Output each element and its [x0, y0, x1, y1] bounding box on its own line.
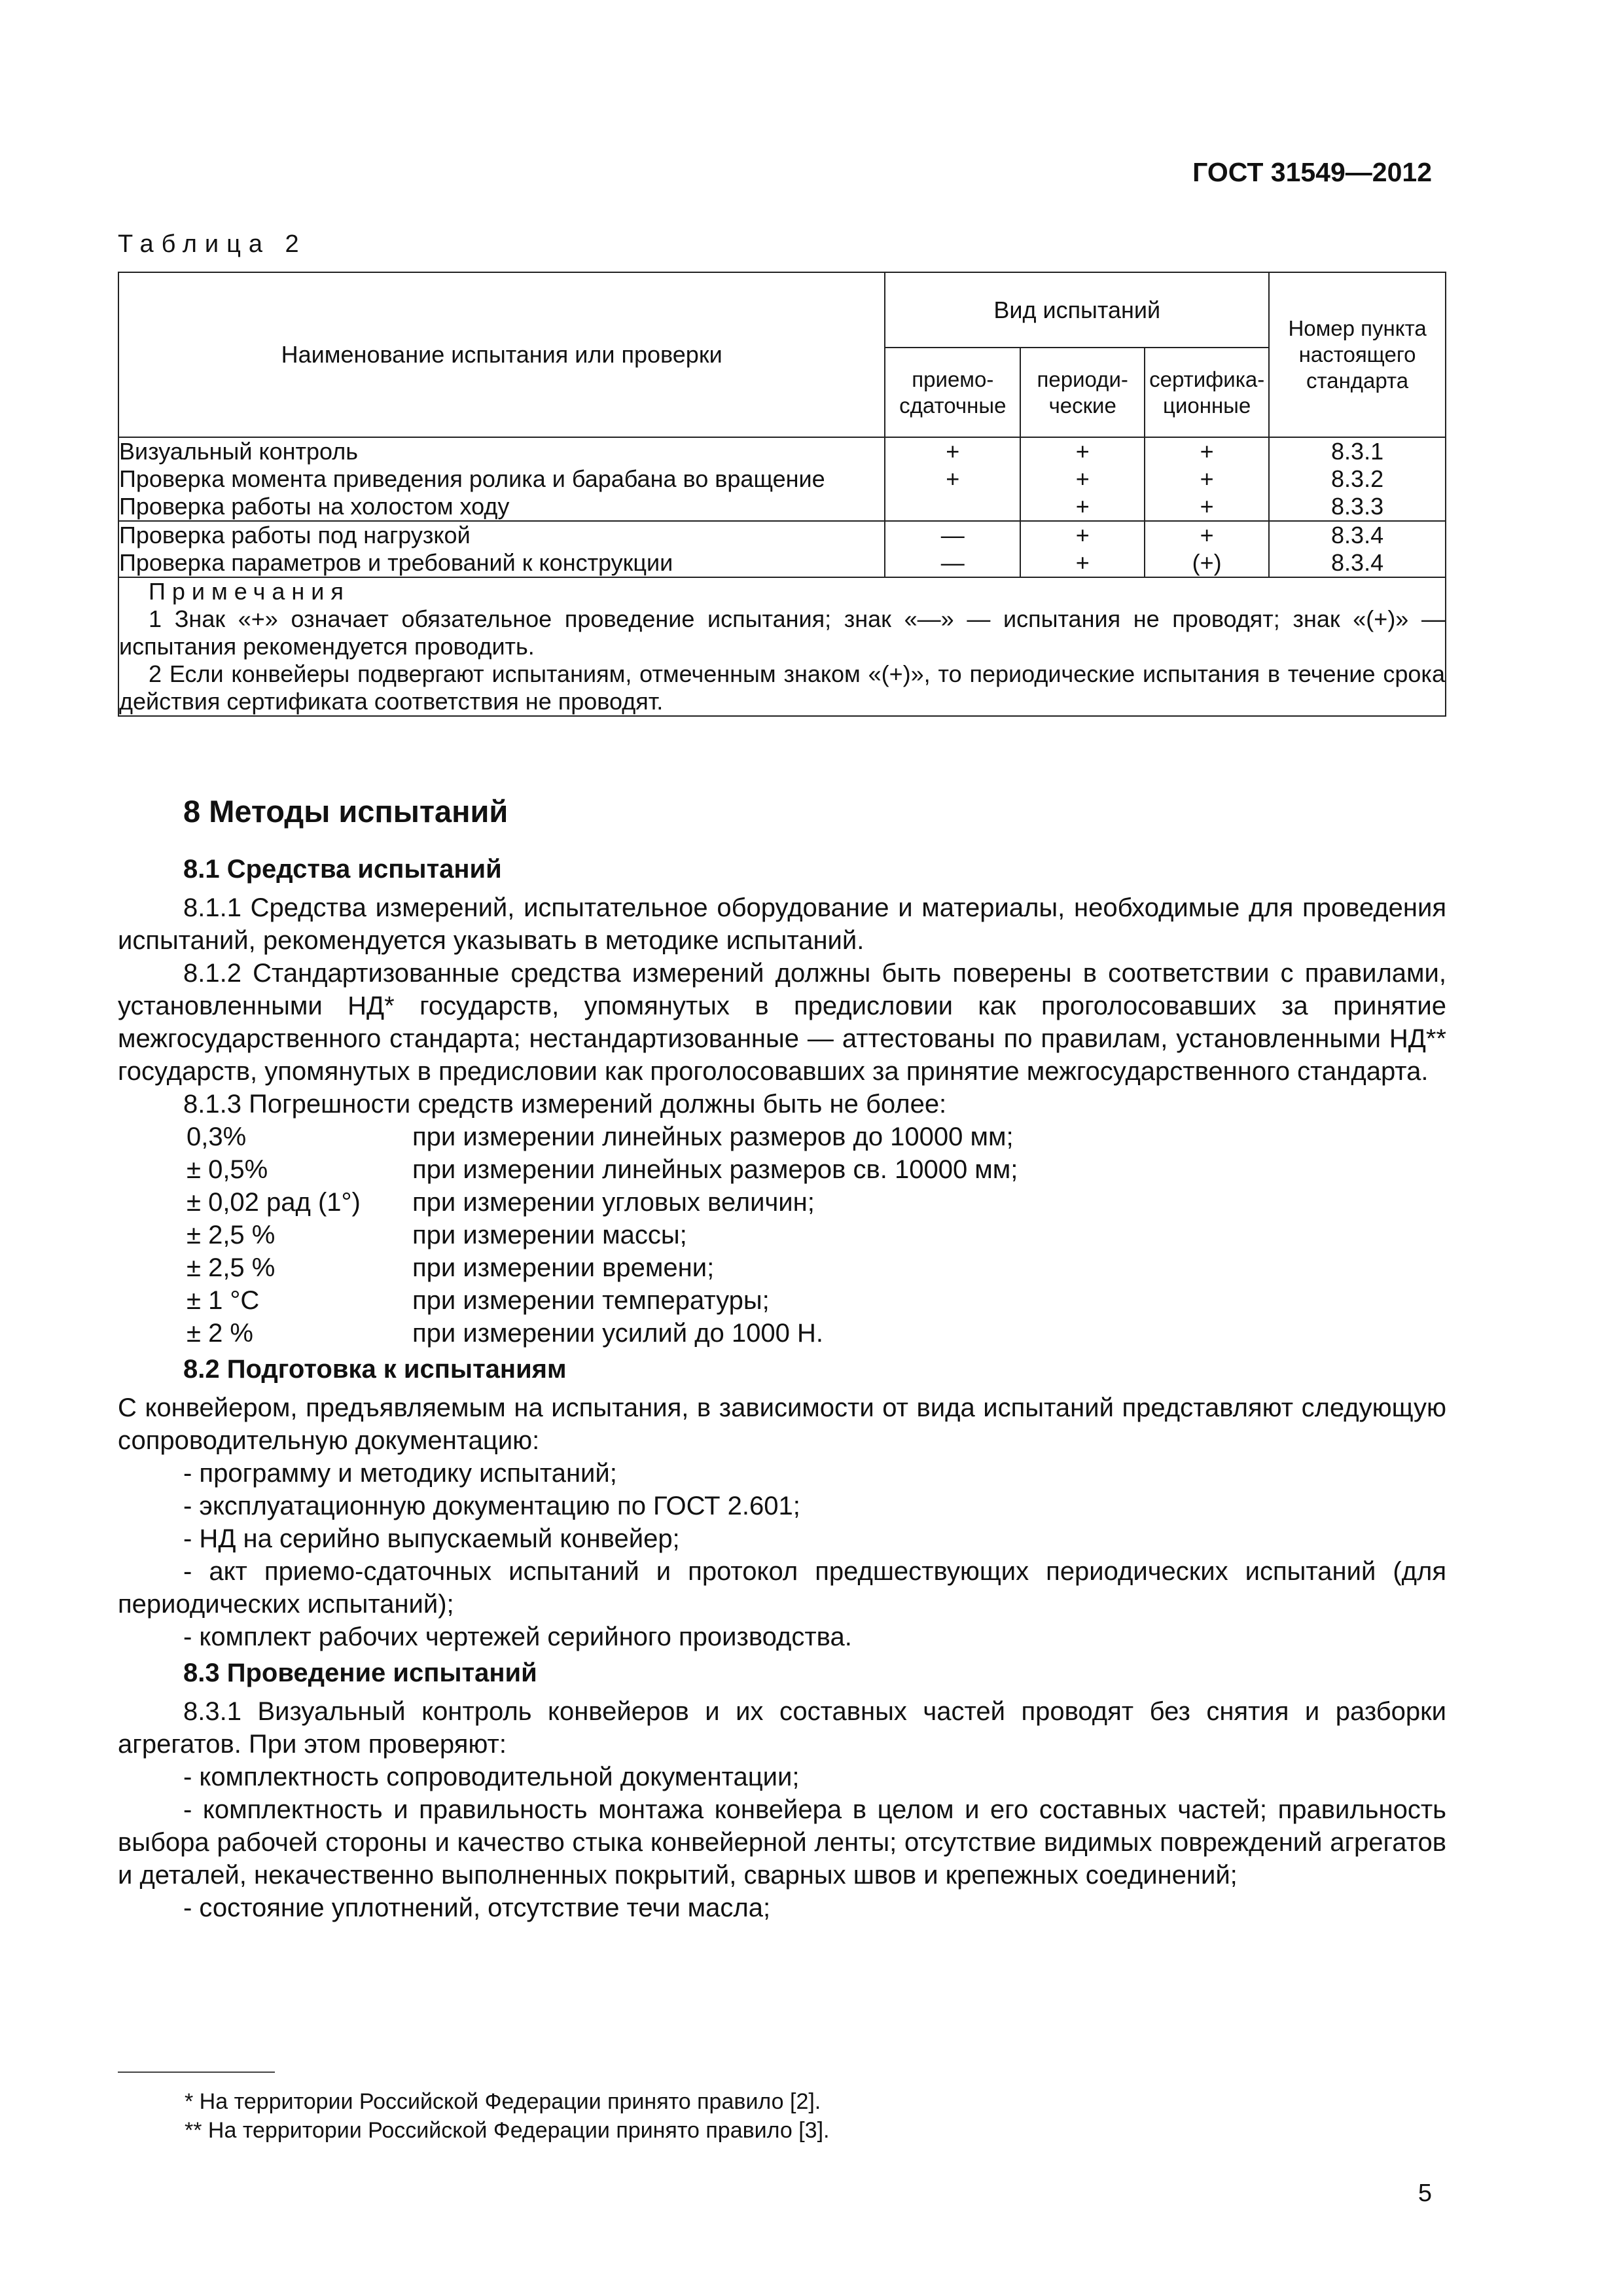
- footnote-2: ** На территории Российской Федерации принято правило [3].: [185, 2118, 830, 2143]
- acceptance-marks: — —: [885, 521, 1020, 577]
- list-item: ± 0,02 рад (1°) при измерении угловых величин;: [187, 1188, 815, 1217]
- paragraph: 8.1.1 Средства измерений, испытательное оборудование и материалы, необходимые для проведения испытаний, рекомендуется указывать в методике испытаний.: [118, 893, 1446, 955]
- tests-table: [118, 272, 1446, 717]
- list-item: ± 1 °С при измерении температуры;: [187, 1286, 770, 1315]
- test-names-group1: Визуальный контроль Проверка момента приведения ролика и барабана во вращение Проверка работы на холостом ходу: [118, 437, 885, 521]
- list-item: ± 0,5% при измерении линейных размеров св. 10000 мм;: [187, 1155, 1018, 1184]
- footnote-divider: [118, 2072, 275, 2073]
- header-acceptance: приемо- сдаточные: [885, 348, 1020, 437]
- list-item: - НД на серийно выпускаемый конвейер;: [183, 1524, 680, 1553]
- certification-marks: + + +: [1145, 437, 1269, 521]
- tolerance-list: [118, 1121, 1446, 1350]
- list-item: ± 2,5 % при измерении массы;: [187, 1221, 687, 1249]
- table-row: [118, 437, 1446, 521]
- table-notes: [118, 577, 1446, 716]
- page-number: 5: [1418, 2179, 1432, 2207]
- subsection-title: 8.1 Средства испытаний: [183, 855, 502, 884]
- section-title: 8 Методы испытаний: [183, 794, 508, 829]
- clause-numbers: 8.3.1 8.3.2 8.3.3: [1269, 437, 1446, 521]
- header-periodic: периоди- ческие: [1020, 348, 1145, 437]
- test-names-group2: Проверка работы под нагрузкой Проверка параметров и требований к конструкции: [118, 521, 885, 577]
- footnotes: [118, 2072, 1446, 2145]
- clause-numbers: 8.3.4 8.3.4: [1269, 521, 1446, 577]
- list-item: ± 2,5 % при измерении времени;: [187, 1253, 715, 1282]
- paragraph: 8.1.2 Стандартизованные средства измерений должны быть поверены в соответствии с правилами, установленными НД* государств, упомянутых в предисловии как проголосовавших за принятие межгосударственного стандарта; нестандартизованные — аттестованы по правилам, установленными НД** государств, упомянутых в предисловии как проголосовавших за принятие межгосударственного стандарта.: [118, 959, 1446, 1086]
- paragraph: С конвейером, предъявляемым на испытания, в зависимости от вида испытаний представляют следующую сопроводительную документацию:: [118, 1393, 1446, 1455]
- subsection-title: 8.2 Подготовка к испытаниям: [183, 1355, 567, 1384]
- paragraph: 8.3.1 Визуальный контроль конвейеров и их составных частей проводят без снятия и разборки агрегатов. При этом проверяют:: [118, 1697, 1446, 1759]
- standard-code: ГОСТ 31549—2012: [1192, 157, 1432, 187]
- list-item: - эксплуатационную документацию по ГОСТ 2.601;: [183, 1492, 800, 1520]
- list-item: - программу и методику испытаний;: [183, 1459, 617, 1488]
- table-caption: Таблица 2: [118, 230, 307, 258]
- header-certification: сертифика- ционные: [1145, 348, 1269, 437]
- note-2: 2 Если конвейеры подвергают испытаниям, отмеченным знаком «(+)», то периодические испытания в течение срока действия сертификата соответствия не проводят.: [119, 660, 1445, 715]
- subsection-title: 8.3 Проведение испытаний: [183, 1659, 537, 1687]
- footnote-1: * На территории Российской Федерации принято правило [2].: [185, 2089, 821, 2114]
- acceptance-marks: + +: [885, 437, 1020, 521]
- list-item: - комплектность и правильность монтажа конвейера в целом и его составных частей; правильность выбора рабочей стороны и качество стыка конвейерной ленты; отсутствие видимых повреждений агрегатов и деталей, некачественно выполненных покрытий, сварных швов и крепежных соединений;: [118, 1795, 1446, 1890]
- header-clause-number: Номер пункта настоящего стандарта: [1269, 272, 1446, 437]
- note-1: 1 Знак «+» означает обязательное проведение испытания; знак «—» — испытания не проводят; знак «(+)» — испытания рекомендуется проводить.: [119, 605, 1445, 660]
- certification-marks: + (+): [1145, 521, 1269, 577]
- header-test-types: Вид испытаний: [885, 272, 1269, 348]
- table-row: [118, 521, 1446, 577]
- list-item: - акт приемо-сдаточных испытаний и протокол предшествующих периодических испытаний (для периодических испытаний);: [118, 1557, 1446, 1619]
- periodic-marks: + + +: [1020, 437, 1145, 521]
- list-item: - комплектность сопроводительной документации;: [183, 1763, 800, 1791]
- notes-title: Примечания: [149, 578, 350, 605]
- periodic-marks: + +: [1020, 521, 1145, 577]
- section-8: [118, 792, 1446, 1924]
- paragraph: 8.1.3 Погрешности средств измерений должны быть не более:: [183, 1090, 947, 1119]
- list-item: - состояние уплотнений, отсутствие течи масла;: [183, 1893, 771, 1922]
- header-test-name: Наименование испытания или проверки: [118, 272, 885, 437]
- list-item: ± 2 % при измерении усилий до 1000 Н.: [187, 1319, 824, 1348]
- list-item: - комплект рабочих чертежей серийного производства.: [183, 1623, 852, 1651]
- list-item: 0,3% при измерении линейных размеров до 10000 мм;: [187, 1122, 1014, 1151]
